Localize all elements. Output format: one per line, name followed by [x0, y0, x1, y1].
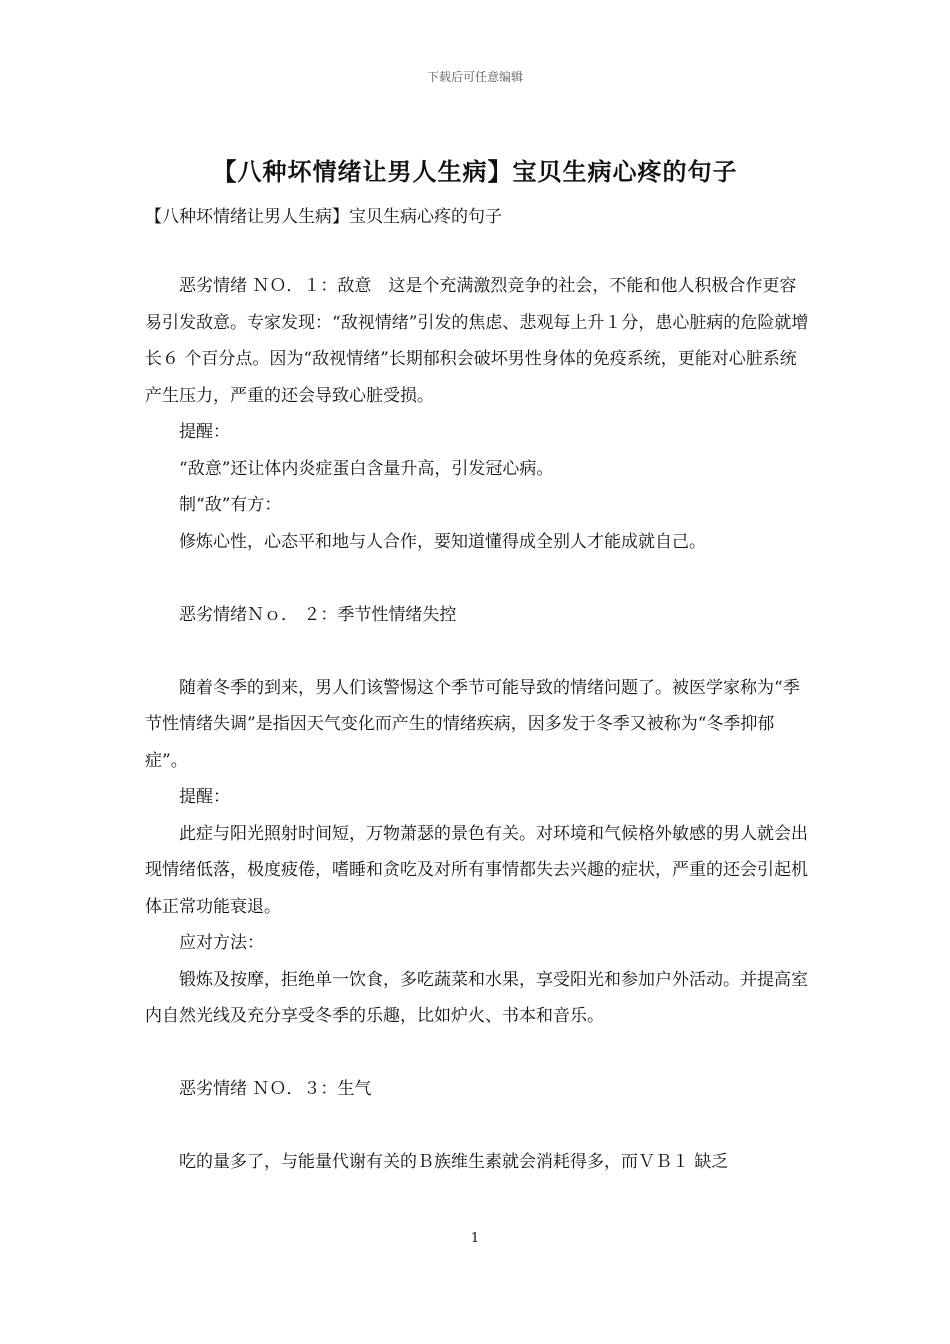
section-1-method-text: 修炼心性，心态平和地与人合作，要知道懂得成全别人才能成就自己。	[179, 531, 706, 552]
section-3-heading: 恶劣情绪 ＮＯ．３：生气	[179, 1079, 372, 1099]
section-3-paragraph: 吃的量多了，与能量代谢有关的Ｂ族维生素就会消耗得多，而ＶＢ１ 缺乏	[179, 1152, 729, 1172]
spacer	[145, 633, 810, 670]
section-1-remind-label: 提醒：	[179, 422, 230, 442]
section-2-remind-text: 此症与阳光照射时间短，万物萧瑟的景色有关。对环境和气候格外敏感的男人就会出现情绪低落，极度疲倦，嗜睡和贪吃及对所有事情都失去兴趣的症状，严重的还会引起机体正常功能衰退。	[145, 823, 808, 917]
page-header: 下载后可任意编辑	[426, 70, 523, 84]
spacer	[145, 560, 810, 597]
section-1-method-label: 制“敌”有方：	[179, 495, 282, 515]
spacer	[145, 1035, 810, 1072]
document-subtitle: 【八种坏情绪让男人生病】宝贝生病心疼的句子	[145, 207, 502, 227]
section-2-remind-label: 提醒：	[179, 787, 230, 807]
document-title: 【八种坏情绪让男人生病】宝贝生病心疼的句子	[212, 157, 738, 186]
spacer	[145, 1108, 810, 1145]
page-number: 1	[470, 1231, 480, 1246]
section-2-paragraph: 随着冬季的到来，男人们该警惕这个季节可能导致的情绪问题了。被医学家称为“季节性情绪失调”是指因天气变化而产生的情绪疾病，因多发于冬季又被称为“冬季抑郁症”。	[145, 677, 800, 771]
section-1-paragraph: 恶劣情绪 ＮＯ．１：敌意 这是个充满激烈竞争的社会，不能和他人积极合作更容易引发敌意。专家发现：“敌视情绪”引发的焦虑、悲观每上升１分，患心脏病的危险就增长６ 个百分点。因为“敌视情绪”长期郁积会破坏男性身体的免疫系统，更能对心脏系统产生压力，严重的还会导致心脏受损。	[145, 276, 809, 406]
section-1-remind-text: “敌意”还让体内炎症蛋白含量升高，引发冠心病。	[179, 458, 554, 479]
section-2-method-text: 锻炼及按摩，拒绝单一饮食，多吃蔬菜和水果，享受阳光和参加户外活动。并提高室内自然光线及充分享受冬季的乐趣，比如炉火、书本和音乐。	[145, 969, 808, 1026]
document-body	[145, 268, 810, 1181]
section-2-method-label: 应对方法：	[179, 933, 264, 953]
section-2-heading: 恶劣情绪Ｎｏ． ２：季节性情绪失控	[179, 604, 457, 625]
